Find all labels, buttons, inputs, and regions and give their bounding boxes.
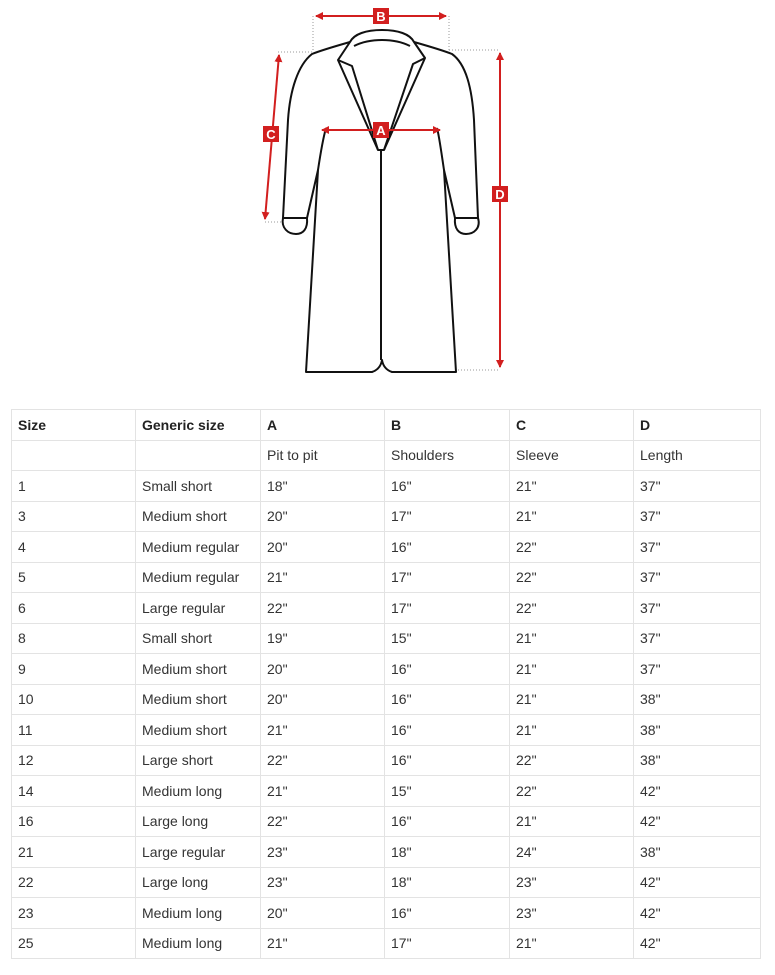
sleeve-cell: 21"	[510, 471, 634, 502]
shoulders-cell: 16"	[385, 654, 510, 685]
generic-size-cell: Small short	[136, 623, 261, 654]
sleeve-cell: 24"	[510, 837, 634, 868]
pit-to-pit-cell: 20"	[261, 532, 385, 563]
table-row	[12, 532, 761, 563]
table-row	[12, 715, 761, 746]
size-cell: 22	[12, 867, 136, 898]
length-cell: 42"	[634, 898, 761, 929]
pit-to-pit-cell: 21"	[261, 562, 385, 593]
pit-to-pit-cell: 23"	[261, 837, 385, 868]
generic-size-cell: Large long	[136, 806, 261, 837]
size-cell: 9	[12, 654, 136, 685]
table-row	[12, 501, 761, 532]
length-cell: 37"	[634, 501, 761, 532]
size-cell: 12	[12, 745, 136, 776]
size-cell: 16	[12, 806, 136, 837]
shoulders-cell: 16"	[385, 898, 510, 929]
pit-to-pit-cell: 22"	[261, 806, 385, 837]
measure-a-badge	[373, 122, 389, 138]
pit-to-pit-cell: 18"	[261, 471, 385, 502]
pit-to-pit-cell: 22"	[261, 745, 385, 776]
generic-size-cell: Large regular	[136, 837, 261, 868]
measure-a-label: A	[376, 123, 386, 138]
subheader-length: Length	[634, 440, 761, 471]
generic-size-cell: Medium long	[136, 776, 261, 807]
size-cell: 21	[12, 837, 136, 868]
size-chart-table	[11, 409, 761, 959]
sleeve-cell: 21"	[510, 715, 634, 746]
sleeve-cell: 22"	[510, 776, 634, 807]
column-header-b: B	[385, 410, 510, 441]
measure-c-label: C	[266, 127, 276, 142]
coat-measurement-diagram	[0, 0, 775, 400]
table-row	[12, 745, 761, 776]
column-header-d: D	[634, 410, 761, 441]
table-row	[12, 593, 761, 624]
column-header-a: A	[261, 410, 385, 441]
coat-outline	[283, 30, 479, 372]
generic-size-cell: Medium short	[136, 684, 261, 715]
generic-size-cell: Large regular	[136, 593, 261, 624]
pit-to-pit-cell: 21"	[261, 776, 385, 807]
length-cell: 37"	[634, 532, 761, 563]
size-cell: 25	[12, 928, 136, 959]
size-cell: 3	[12, 501, 136, 532]
size-cell: 11	[12, 715, 136, 746]
pit-to-pit-cell: 20"	[261, 654, 385, 685]
generic-size-cell: Medium short	[136, 501, 261, 532]
shoulders-cell: 17"	[385, 593, 510, 624]
table-row	[12, 776, 761, 807]
table-row	[12, 471, 761, 502]
generic-size-cell: Medium long	[136, 898, 261, 929]
size-cell: 6	[12, 593, 136, 624]
table-row	[12, 623, 761, 654]
sleeve-cell: 21"	[510, 684, 634, 715]
header-row	[12, 410, 761, 441]
sleeve-cell: 23"	[510, 898, 634, 929]
length-cell: 38"	[634, 745, 761, 776]
sleeve-cell: 22"	[510, 745, 634, 776]
length-cell: 37"	[634, 471, 761, 502]
subheader-row	[12, 440, 761, 471]
measure-b-badge	[373, 8, 389, 24]
size-cell: 23	[12, 898, 136, 929]
length-cell: 42"	[634, 928, 761, 959]
length-cell: 37"	[634, 623, 761, 654]
subheader-pit-to-pit: Pit to pit	[261, 440, 385, 471]
sleeve-cell: 22"	[510, 593, 634, 624]
table-row	[12, 928, 761, 959]
shoulders-cell: 16"	[385, 684, 510, 715]
sleeve-cell: 22"	[510, 532, 634, 563]
length-cell: 42"	[634, 867, 761, 898]
size-cell: 8	[12, 623, 136, 654]
length-cell: 38"	[634, 715, 761, 746]
subheader-size	[12, 440, 136, 471]
generic-size-cell: Medium short	[136, 654, 261, 685]
size-cell: 14	[12, 776, 136, 807]
size-rows	[12, 471, 761, 959]
generic-size-cell: Medium short	[136, 715, 261, 746]
measure-d-label: D	[495, 187, 505, 202]
shoulders-cell: 16"	[385, 471, 510, 502]
generic-size-cell: Medium regular	[136, 562, 261, 593]
length-cell: 42"	[634, 776, 761, 807]
subheader-shoulders: Shoulders	[385, 440, 510, 471]
table-row	[12, 806, 761, 837]
sleeve-cell: 21"	[510, 654, 634, 685]
table-row	[12, 654, 761, 685]
measure-d-badge	[492, 186, 508, 202]
shoulders-cell: 17"	[385, 562, 510, 593]
measure-c-badge	[263, 126, 279, 142]
sleeve-cell: 21"	[510, 928, 634, 959]
table-row	[12, 562, 761, 593]
shoulders-cell: 16"	[385, 715, 510, 746]
shoulders-cell: 15"	[385, 623, 510, 654]
length-cell: 42"	[634, 806, 761, 837]
table-row	[12, 898, 761, 929]
generic-size-cell: Medium long	[136, 928, 261, 959]
pit-to-pit-cell: 20"	[261, 684, 385, 715]
column-header-c: C	[510, 410, 634, 441]
measure-b-label: B	[376, 9, 386, 24]
generic-size-cell: Small short	[136, 471, 261, 502]
size-cell: 4	[12, 532, 136, 563]
coat-illustration	[0, 0, 775, 400]
pit-to-pit-cell: 21"	[261, 928, 385, 959]
shoulders-cell: 18"	[385, 867, 510, 898]
pit-to-pit-cell: 20"	[261, 501, 385, 532]
pit-to-pit-cell: 23"	[261, 867, 385, 898]
pit-to-pit-cell: 20"	[261, 898, 385, 929]
length-cell: 37"	[634, 562, 761, 593]
size-cell: 10	[12, 684, 136, 715]
shoulders-cell: 17"	[385, 928, 510, 959]
sleeve-cell: 21"	[510, 623, 634, 654]
table-row	[12, 837, 761, 868]
size-cell: 5	[12, 562, 136, 593]
length-cell: 38"	[634, 837, 761, 868]
sleeve-cell: 21"	[510, 806, 634, 837]
generic-size-cell: Large long	[136, 867, 261, 898]
length-cell: 37"	[634, 593, 761, 624]
subheader-sleeve: Sleeve	[510, 440, 634, 471]
column-header-size: Size	[12, 410, 136, 441]
pit-to-pit-cell: 21"	[261, 715, 385, 746]
size-cell: 1	[12, 471, 136, 502]
pit-to-pit-cell: 19"	[261, 623, 385, 654]
sleeve-cell: 23"	[510, 867, 634, 898]
shoulders-cell: 16"	[385, 806, 510, 837]
subheader-generic-size	[136, 440, 261, 471]
generic-size-cell: Large short	[136, 745, 261, 776]
sleeve-cell: 21"	[510, 501, 634, 532]
shoulders-cell: 17"	[385, 501, 510, 532]
shoulders-cell: 16"	[385, 745, 510, 776]
shoulders-cell: 16"	[385, 532, 510, 563]
table-row	[12, 684, 761, 715]
generic-size-cell: Medium regular	[136, 532, 261, 563]
table-row	[12, 867, 761, 898]
column-header-generic-size: Generic size	[136, 410, 261, 441]
pit-to-pit-cell: 22"	[261, 593, 385, 624]
length-cell: 38"	[634, 684, 761, 715]
shoulders-cell: 18"	[385, 837, 510, 868]
sleeve-cell: 22"	[510, 562, 634, 593]
length-cell: 37"	[634, 654, 761, 685]
shoulders-cell: 15"	[385, 776, 510, 807]
